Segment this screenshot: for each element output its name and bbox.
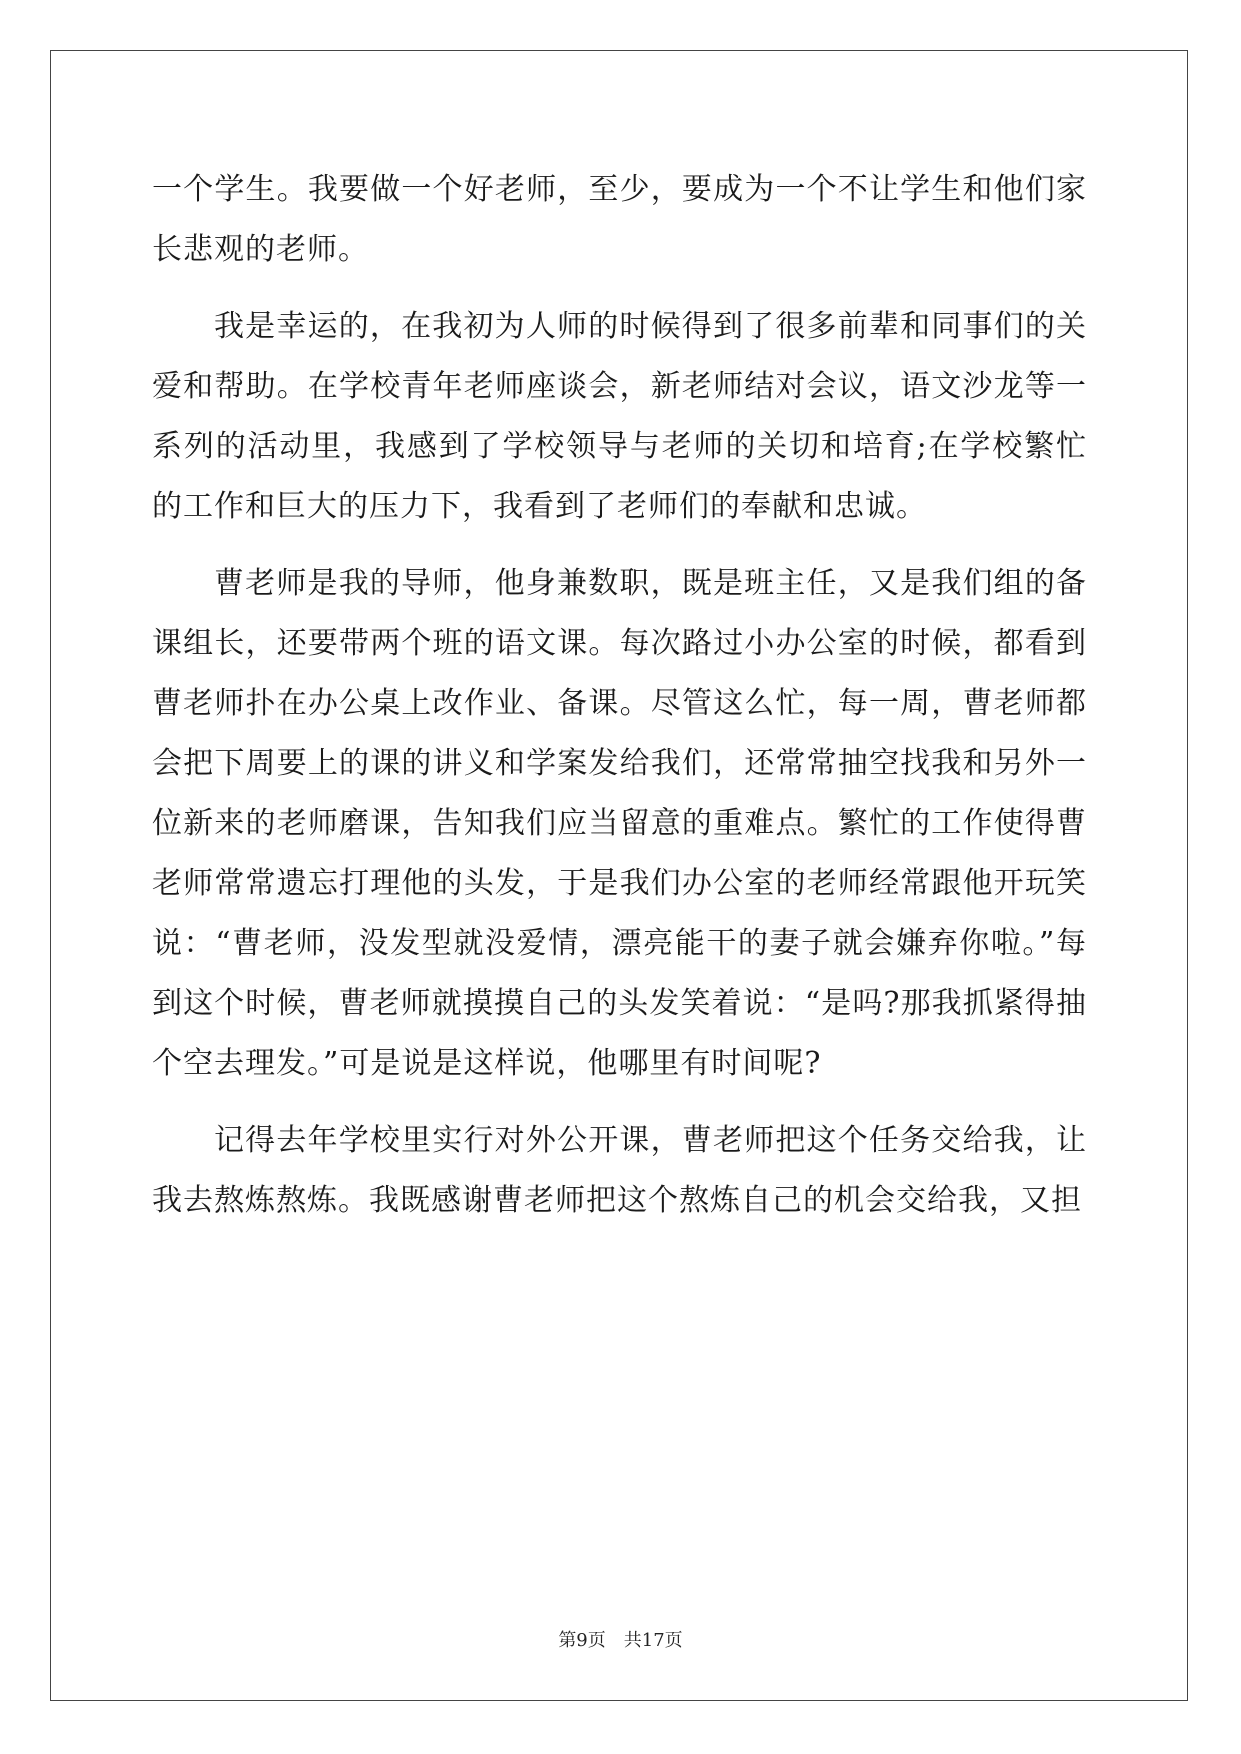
page-number: 第9页 共17页	[558, 1630, 683, 1651]
paragraph-3: 曹老师是我的导师，他身兼数职，既是班主任，又是我们组的备课组长，还要带两个班的语文课。每次路过小办公室的时候，都看到曹老师扑在办公桌上改作业、备课。尽管这么忙，每一周，曹老师都会把下周要上的课的讲义和学案发给我们，还常常抽空找我和另外一位新来的老师磨课，告知我们应当留意的重难点。繁忙的工作使得曹老师常常遗忘打理他的头发，于是我们办公室的老师经常跟他开玩笑说：“曹老师，没发型就没爱情，漂亮能干的妻子就会嫌弃你啦。”每到这个时候，曹老师就摸摸自己的头发笑着说：“是吗?那我抓紧得抽个空去理发。”可是说是这样说，他哪里有时间呢?	[152, 566, 1087, 1081]
paragraph-4: 记得去年学校里实行对外公开课，曹老师把这个任务交给我，让我去熬炼熬炼。我既感谢曹老师把这个熬炼自己的机会交给我，又担	[152, 1123, 1087, 1218]
page-footer	[0, 1626, 1241, 1652]
document-body	[152, 160, 1087, 1248]
paragraph-1: 一个学生。我要做一个好老师，至少，要成为一个不让学生和他们家长悲观的老师。	[152, 172, 1087, 267]
paragraph-2: 我是幸运的，在我初为人师的时候得到了很多前辈和同事们的关爱和帮助。在学校青年老师座谈会，新老师结对会议，语文沙龙等一系列的活动里，我感到了学校领导与老师的关切和培育;在学校繁忙的工作和巨大的压力下，我看到了老师们的奉献和忠诚。	[152, 309, 1087, 524]
